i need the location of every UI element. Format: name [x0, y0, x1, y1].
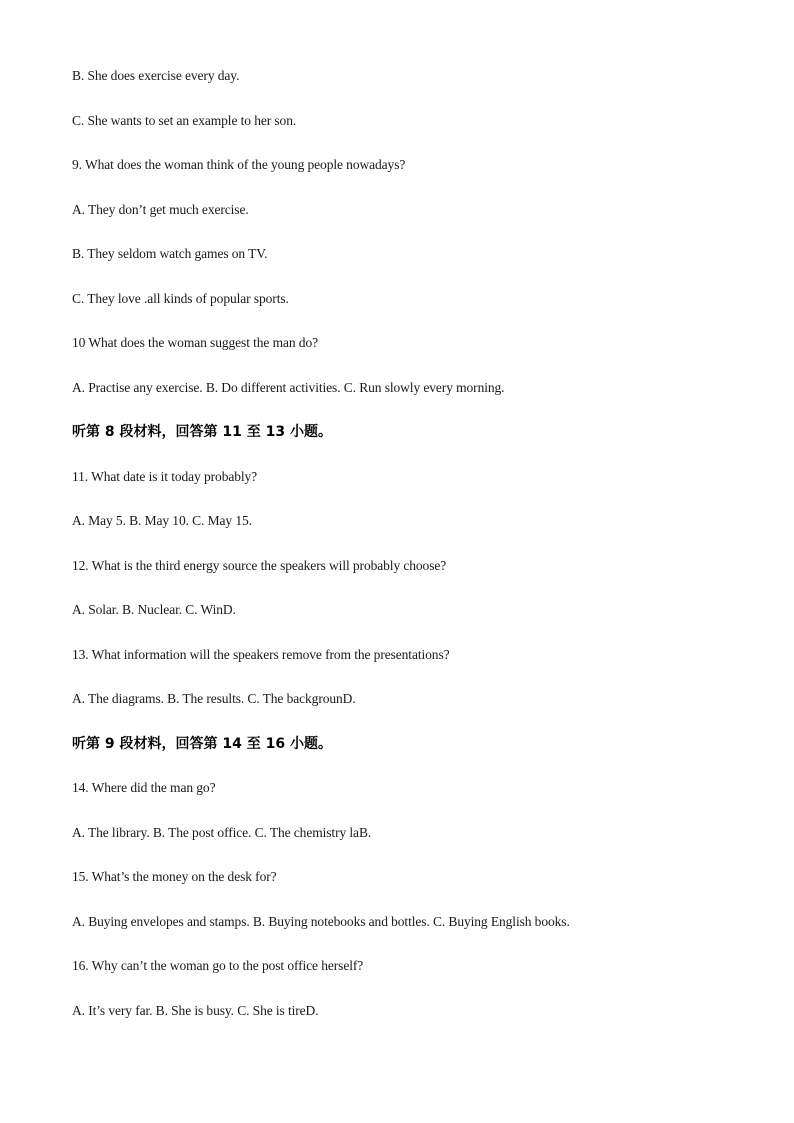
question-16: 16. Why can’t the woman go to the post office herself? — [72, 958, 364, 973]
question-12: 12. What is the third energy source the speakers will probably choose? — [72, 558, 447, 573]
options-15: A. Buying envelopes and stamps. B. Buying notebooks and bottles. C. Buying English books. — [72, 914, 570, 929]
option-9b: B. They seldom watch games on TV. — [72, 246, 268, 261]
question-15: 15. What’s the money on the desk for? — [72, 869, 277, 884]
section-heading-9: 听第 9 段材料，回答第 14 至 16 小题。 — [72, 736, 332, 752]
option-9a: A. They don’t get much exercise. — [72, 202, 249, 217]
question-10: 10 What does the woman suggest the man do? — [72, 335, 318, 350]
option-9c: C. They love .all kinds of popular sports. — [72, 291, 289, 306]
question-13: 13. What information will the speakers remove from the presentations? — [72, 647, 450, 662]
section-heading-8: 听第 8 段材料，回答第 11 至 13 小题。 — [72, 424, 332, 440]
question-9: 9. What does the woman think of the young people nowadays? — [72, 157, 406, 172]
options-12: A. Solar. B. Nuclear. C. WinD. — [72, 602, 236, 617]
question-11: 11. What date is it today probably? — [72, 469, 258, 484]
options-13: A. The diagrams. B. The results. C. The backgrounD. — [72, 691, 356, 706]
option-8b: B. She does exercise every day. — [72, 68, 240, 83]
options-11: A. May 5. B. May 10. C. May 15. — [72, 513, 252, 528]
question-14: 14. Where did the man go? — [72, 780, 216, 795]
options-10: A. Practise any exercise. B. Do different activities. C. Run slowly every morning. — [72, 380, 505, 395]
options-16: A. It’s very far. B. She is busy. C. She is tireD. — [72, 1003, 319, 1018]
options-14: A. The library. B. The post office. C. The chemistry laB. — [72, 825, 372, 840]
option-8c: C. She wants to set an example to her son. — [72, 113, 297, 128]
